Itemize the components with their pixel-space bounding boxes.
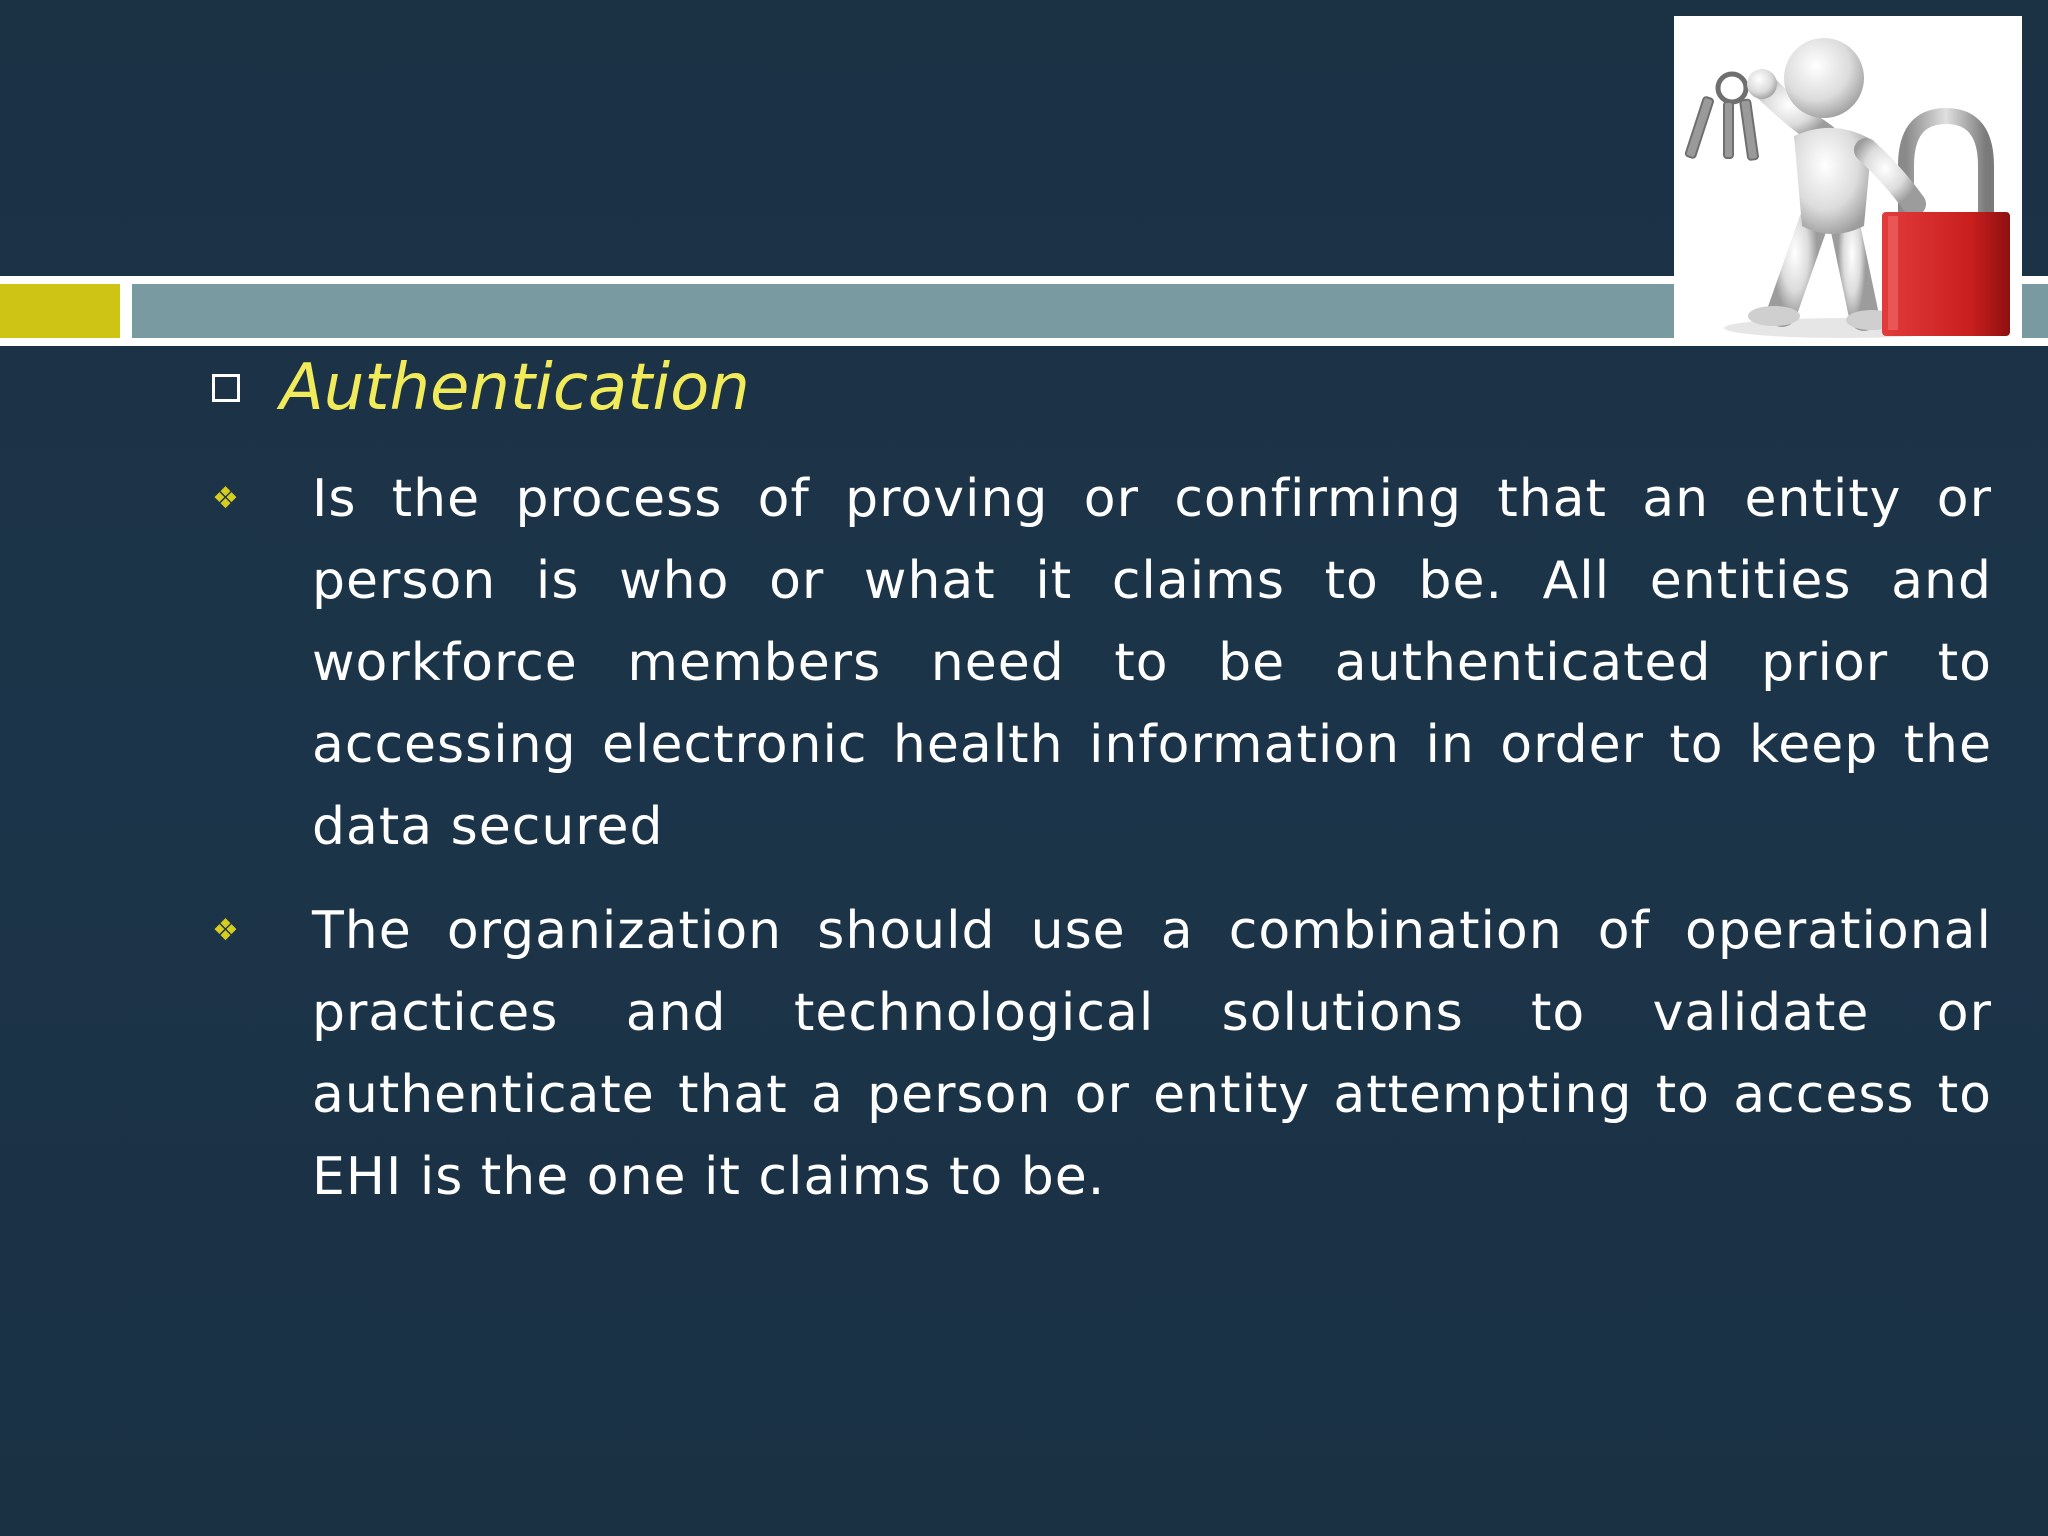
slide-heading bbox=[212, 350, 750, 426]
four-diamond-icon: ❖ bbox=[212, 481, 239, 516]
bullet-text: Is the process of proving or confirming that an entity or person is who or what it claims to be. All entities and workforce members need to be authenticated prior to accessing electronic health information in order to keep the data secured bbox=[312, 469, 1992, 857]
hollow-square-icon bbox=[212, 374, 240, 402]
bullet-list bbox=[212, 458, 1992, 1240]
bullet-text: The organization should use a combination of operational practices and technological solutions to validate or authenticate that a person or entity attempting to access to EHI is the one it claims to be. bbox=[312, 901, 1992, 1207]
list-item bbox=[212, 890, 1992, 1218]
figure-with-keys-and-padlock-icon bbox=[1674, 16, 2022, 342]
header-band-gap bbox=[120, 284, 132, 338]
four-diamond-icon: ❖ bbox=[212, 913, 239, 948]
header-accent-block bbox=[0, 284, 120, 338]
heading-text: Authentication bbox=[280, 351, 750, 425]
list-item bbox=[212, 458, 1992, 868]
